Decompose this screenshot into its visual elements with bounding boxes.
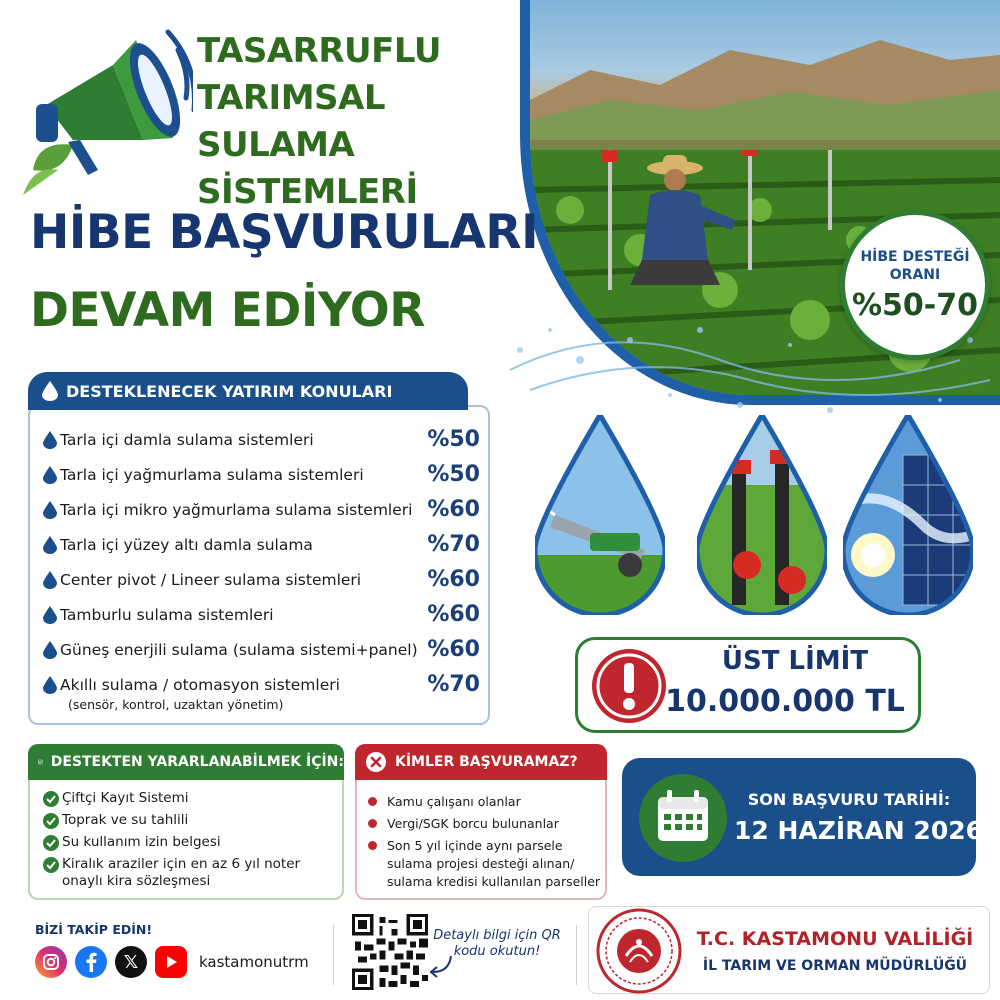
exclusion-item bbox=[366, 793, 602, 811]
investment-topics-title: DESTEKLENECEK YATIRIM KONULARI bbox=[66, 381, 393, 401]
exclusion-item bbox=[366, 815, 602, 833]
investment-name: Akıllı sulama / otomasyon sistemleri bbox=[60, 675, 340, 694]
investment-item-micro-sprinkler bbox=[40, 492, 480, 527]
headline-line2: TARIMSAL SULAMA bbox=[197, 78, 385, 165]
investment-rate: %60 bbox=[427, 602, 480, 627]
follow-us-label: BİZİ TAKİP EDİN! bbox=[35, 922, 153, 937]
check-circle-icon bbox=[40, 857, 62, 873]
governorship-title: T.C. KASTAMONU VALİLİĞİ bbox=[696, 928, 974, 950]
exclusion-item bbox=[366, 837, 602, 891]
drop-image-center-pivot bbox=[535, 415, 665, 615]
exclusions-header bbox=[355, 744, 607, 780]
water-drop-icon bbox=[40, 466, 60, 484]
exclusion-text: Kamu çalışanı olanlar bbox=[387, 794, 521, 809]
investment-rate: %70 bbox=[427, 672, 480, 697]
investment-item-sprinkler bbox=[40, 457, 480, 492]
headline-ongoing: DEVAM EDİYOR bbox=[30, 283, 425, 338]
requirement-item bbox=[40, 790, 340, 807]
x-glyph: 𝕏 bbox=[123, 951, 139, 973]
x-circle-icon bbox=[365, 751, 387, 773]
investment-rate: %60 bbox=[427, 497, 480, 522]
investment-rate: %60 bbox=[427, 637, 480, 662]
drop-image-sprinkler-pipes bbox=[697, 415, 827, 615]
qr-info-note: Detaylı bilgi için QR kodu okutun! bbox=[433, 928, 561, 959]
check-circle-icon bbox=[40, 791, 62, 807]
curved-arrow-icon bbox=[425, 950, 455, 980]
calendar-icon bbox=[638, 773, 728, 863]
exclusion-text: Son 5 yıl içinde aynı parsele sulama projesi desteği alınan/ sulama kredisi kullanılan parseller bbox=[387, 838, 601, 889]
investment-item-subsurface-drip bbox=[40, 527, 480, 562]
requirement-item bbox=[40, 812, 340, 829]
investment-rate: %50 bbox=[427, 427, 480, 452]
investment-item-center-pivot bbox=[40, 562, 480, 597]
water-drop-icon bbox=[40, 641, 60, 659]
requirement-text: Toprak ve su tahlili bbox=[62, 812, 189, 828]
investment-name: Tarla içi mikro yağmurlama sulama sistemleri bbox=[60, 500, 413, 519]
requirement-text: Su kullanım izin belgesi bbox=[62, 834, 221, 850]
investment-item-solar bbox=[40, 632, 480, 667]
footer-divider bbox=[576, 925, 577, 985]
instagram-icon[interactable] bbox=[35, 946, 67, 978]
footer-divider bbox=[333, 925, 334, 985]
investment-list bbox=[40, 422, 480, 702]
rate-badge-value: %50-70 bbox=[851, 287, 978, 323]
requirements-title: DESTEKTEN YARARLANABİLMEK İÇİN: bbox=[50, 754, 344, 770]
requirement-item bbox=[40, 834, 340, 851]
requirements-header bbox=[28, 744, 344, 780]
deadline-label: SON BAŞVURU TARİHİ: bbox=[747, 790, 951, 809]
water-drop-icon bbox=[40, 501, 60, 519]
investment-name: Tarla içi yağmurlama sulama sistemleri bbox=[60, 465, 364, 484]
water-drop-icon bbox=[40, 536, 60, 554]
rate-badge-label-line2: ORANI bbox=[889, 266, 941, 283]
investment-smart-note: (sensör, kontrol, uzaktan yönetim) bbox=[68, 697, 284, 712]
bullet-dot-icon bbox=[368, 841, 377, 850]
investment-name: Tamburlu sulama sistemleri bbox=[60, 605, 274, 624]
headline-line1: TASARRUFLU bbox=[197, 31, 441, 71]
directorate-title: İL TARIM VE ORMAN MÜDÜRLÜĞÜ bbox=[702, 958, 968, 974]
social-links bbox=[35, 945, 309, 979]
water-drop-icon bbox=[40, 606, 60, 624]
headline-subject bbox=[197, 28, 527, 216]
investment-rate: %70 bbox=[427, 532, 480, 557]
requirements-list bbox=[40, 790, 340, 895]
rate-badge-label-line1: HİBE DESTEĞİ bbox=[860, 248, 970, 265]
investment-name: Güneş enerjili sulama (sulama sistemi+panel) bbox=[60, 640, 418, 659]
ministry-seal-logo bbox=[596, 908, 682, 994]
qr-code-icon[interactable] bbox=[352, 914, 428, 990]
investment-rate: %50 bbox=[427, 462, 480, 487]
upper-limit-label: ÜST LİMİT bbox=[721, 646, 869, 676]
mountain-ridge bbox=[530, 30, 1000, 140]
investment-item-drip bbox=[40, 422, 480, 457]
investment-name: Tarla içi yüzey altı damla sulama bbox=[60, 535, 313, 554]
requirement-text: Çiftçi Kayıt Sistemi bbox=[62, 790, 189, 806]
grant-rate-badge bbox=[840, 210, 990, 360]
water-drop-icon bbox=[40, 431, 60, 449]
investment-item-drum bbox=[40, 597, 480, 632]
x-icon[interactable] bbox=[115, 946, 147, 978]
requirement-item bbox=[40, 856, 340, 890]
drop-image-solar-panel bbox=[843, 415, 973, 615]
water-drop-icon bbox=[40, 676, 60, 694]
checkbox-icon bbox=[38, 751, 43, 773]
investment-topics-header bbox=[28, 372, 468, 410]
exclusions-title: KİMLER BAŞVURAMAZ? bbox=[395, 754, 578, 770]
requirement-text: Kiralık araziler için en az 6 yıl noter onaylı kira sözleşmesi bbox=[62, 856, 301, 889]
exclusion-text: Vergi/SGK borcu bulunanlar bbox=[387, 816, 559, 831]
check-circle-icon bbox=[40, 835, 62, 851]
headline-line3: SİSTEMLERİ bbox=[197, 172, 418, 212]
headline-grant-applications: HİBE BAŞVURULARI bbox=[30, 205, 539, 260]
bullet-dot-icon bbox=[368, 819, 377, 828]
social-handle[interactable]: kastamonutrm bbox=[199, 953, 309, 971]
water-drop-icon bbox=[42, 381, 58, 401]
youtube-icon[interactable] bbox=[155, 946, 187, 978]
bullet-dot-icon bbox=[368, 797, 377, 806]
megaphone-icon bbox=[18, 20, 193, 195]
deadline-date: 12 HAZİRAN 2026 bbox=[734, 816, 983, 845]
investment-rate: %60 bbox=[427, 567, 480, 592]
facebook-icon[interactable] bbox=[75, 946, 107, 978]
upper-limit-value: 10.000.000 TL bbox=[665, 684, 905, 719]
check-circle-icon bbox=[40, 813, 62, 829]
exclusions-list bbox=[366, 793, 602, 895]
water-drop-icon bbox=[40, 571, 60, 589]
investment-name: Center pivot / Lineer sulama sistemleri bbox=[60, 570, 362, 589]
investment-name: Tarla içi damla sulama sistemleri bbox=[60, 430, 314, 449]
